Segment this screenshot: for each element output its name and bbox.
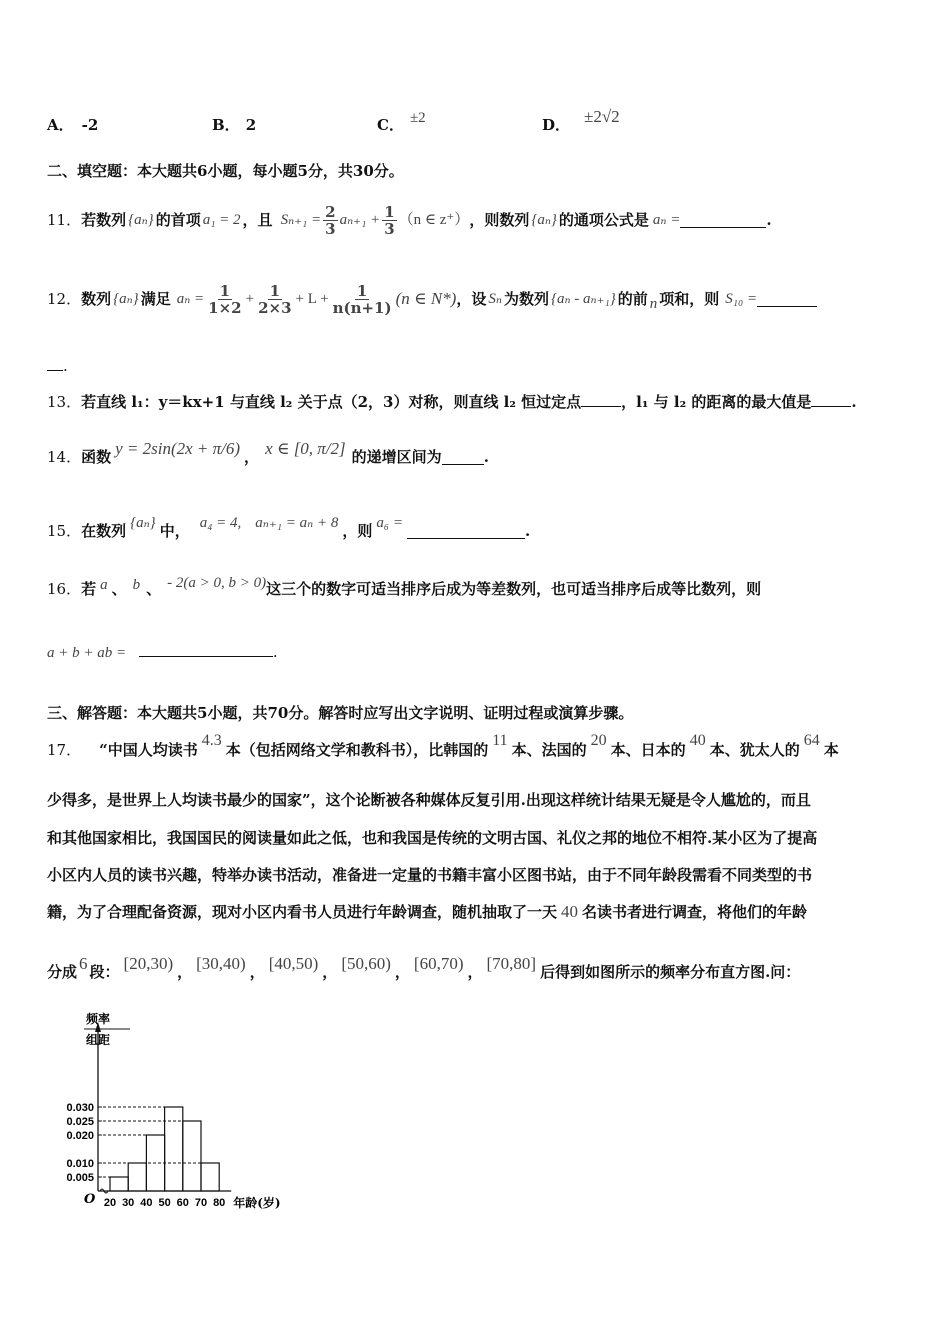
q16-number: 16． [47,580,82,598]
q11-text-4: ，则数列 [469,211,530,229]
q16-text-2: 这三个的数字可适当排序后成为等差数列，也可适当排序后成等比数列，则 [266,580,762,598]
q11-frac-2-den: 3 [384,219,395,238]
q17-value-7: 6 [79,954,88,973]
y-tick-label: 0.005 [66,1172,94,1184]
q16-a: a [100,577,108,593]
origin-label: O [84,1192,96,1207]
q11-text-1: 若数列 [81,211,127,229]
q14-function: y = 2sin(2x + π/6) [115,439,241,458]
q17-value-4: 40 [689,732,706,749]
frequency-histogram [40,1008,340,1238]
q12-frac-3-den: n(n+1) [332,298,392,317]
option-a-label: A． [47,116,74,134]
q11-frac-1 [323,204,337,237]
q12-frac-3 [331,283,394,316]
q13-text: 若直线 l₁：y＝kx+1 与直线 l₂ 关于点（2，3）对称，则直线 l₂ 恒过定点 [81,393,582,411]
q12-dots: + L + [295,291,329,307]
x-axis-label: 年龄(岁) [233,1196,281,1210]
q15-text-2: 中， [159,522,190,540]
x-tick-label: 20 [103,1197,117,1209]
histogram-bar [110,1177,128,1191]
question-11: 11． 若数列 {aₙ} 的首项 a₁ = 2 ，且 Sₙ₊₁ = $\frac{2}{3}$ aₙ₊₁ + $\frac{1}{3}$ （n ∈ z⁺） ，则数列 {aₙ} 的通项公式是 aₙ = . [47,202,772,238]
q14-answer-blank[interactable] [442,450,484,465]
q16-expr: a + b + ab = [47,645,127,661]
q17-value-1: 4.3 [201,732,222,749]
y-axis-label-bottom: 组距 [86,1033,111,1047]
q15-answer-blank[interactable] [407,524,525,539]
option-b-value: 2 [245,116,257,134]
histogram-bar [183,1121,201,1191]
option-c-value: ±2 [409,110,426,126]
q14-text-1: 函数 [81,448,112,466]
option-d-label: D． [542,116,571,134]
q12-text-6: 项和，则 [659,290,720,308]
question-17-line-4: 小区内人员的读书兴趣，特举办读书活动，准备进一定量的书籍丰富小区图书站，由于不同年龄段需看不同类型的书 [47,866,813,884]
q12-frac-1 [206,283,243,316]
q17-text-1a: “中国人均读书 [99,741,198,759]
q17-text-1b: 本（包括网络文学和教科书），比韩国的 [225,741,489,759]
x-tick-label: 30 [122,1197,135,1209]
question-17-line-1 [47,732,839,761]
q15-a6: a₆ = [376,515,403,531]
x-tick-label: 60 [176,1197,189,1209]
q12-frac-2-num: 1 [269,281,281,300]
q17-comma-3: ， [322,963,338,981]
q12-seq: {aₙ} [113,291,139,307]
y-axis-label-top: 频率 [86,1012,111,1026]
q12-frac-2 [256,283,293,316]
q12-seq-2: {aₙ - aₙ₊₁} [550,291,616,307]
x-tick-label: 70 [194,1197,208,1209]
q11-text-3: ，且 [242,211,273,229]
histogram-bar [165,1107,183,1191]
q15-cond-2: aₙ₊₁ = aₙ + 8 [255,515,339,531]
question-12: 12． 数列 {aₙ} 满足 aₙ = $\frac{1}{1\times 2}$ + $\frac{1}{2\times 3}$ + L + $\frac{1}{n(n+1)}$ (n ∈ N*) ，设 Sₙ 为数列 {aₙ - aₙ₊₁} 的前 n 项和，则 S₁₀ = [47,276,817,322]
q11-mid: aₙ₊₁ + [339,212,381,228]
q17-text-1c: 本、法国的 [511,741,587,759]
section-2-heading: 二、填空题：本大题共6小题，每小题5分，共30分。 [47,162,404,180]
q17-interval-1: [20,30) [123,954,174,973]
q17-value-3: 20 [590,732,607,749]
q14-domain: x ∈ [0, π/2] [265,439,346,458]
q13-text-2: ，l₁ 与 l₂ 的距离的最大值是 [621,393,812,411]
q16-sep-2: 、 [146,580,162,598]
q13-blank-1[interactable] [581,392,621,407]
q11-number: 11． [47,211,82,229]
q12-frac-1-num: 1 [219,281,231,300]
y-tick-label: 0.020 [66,1130,94,1142]
q13-number: 13． [47,393,82,411]
q12-text-3: ，设 [456,290,487,308]
option-a-value: -2 [81,116,99,134]
q17-interval-2: [30,40) [196,954,246,973]
q16-expression: a + b + ab = . [47,643,278,661]
q17-comma-4: ， [394,963,410,981]
q17-text-1d: 本、日本的 [610,741,686,759]
q17-interval-6: [70,80] [486,954,537,973]
option-c [377,110,426,136]
q11-seq-2: {aₙ} [531,212,557,228]
q12-condition: (n ∈ N*) [395,289,457,308]
q12-answer-blank-cont: . [47,356,68,376]
q12-text-5: 的前 [617,290,648,308]
q12-n: n [649,296,658,312]
q17-value-6: 40 [561,902,579,921]
q12-text-2: 满足 [140,290,171,308]
q11-text-5: 的通项公式是 [558,211,649,229]
q15-seq: {aₙ} [130,515,156,531]
q11-condition: （n ∈ z⁺） [398,212,470,228]
y-tick-label: 0.010 [66,1158,94,1170]
q14-text-2: ， [244,448,260,466]
option-c-label: C． [377,116,404,134]
histogram-bar [201,1163,219,1191]
q11-frac-2 [382,204,396,237]
q16-text-1: 若 [81,580,97,598]
q17-interval-3: [40,50) [268,954,319,973]
question-13: 13．若直线 l₁：y＝kx+1 与直线 l₂ 关于点（2，3）对称，则直线 l₂ 恒过定点 ，l₁ 与 l₂ 的距离的最大值是 . [47,393,857,411]
q11-frac-2-num: 1 [384,202,395,221]
question-14: 14． 函数 y = 2sin(2x + π/6) ， x ∈ [0, π/2] 的递增区间为 . [47,439,489,466]
q15-number: 15． [47,522,82,540]
q12-frac-2-den: 2×3 [258,298,292,317]
y-tick-label: 0.030 [66,1102,94,1114]
option-d-value: ±2√2 [584,107,620,126]
q15-text-3: ，则 [342,522,373,540]
q11-an: aₙ = [652,212,681,228]
q16-b: b [132,577,141,593]
q12-answer-blank[interactable] [757,292,817,307]
question-17-line-5 [47,902,807,922]
q11-lhs: Sₙ₊₁ = [280,212,322,228]
q17-number: 17． [47,741,82,759]
section-3-heading: 三、解答题：本大题共5小题，共70分。解答时应写出文字说明、证明过程或演算步骤。 [47,704,634,722]
q12-text-4: 为数列 [503,290,549,308]
option-b-label: B． [212,116,240,134]
q12-frac-3-num: 1 [356,281,368,300]
q16-sep-1: 、 [111,580,127,598]
q17-interval-5: [60,70) [413,954,464,973]
q14-text-3: 的递增区间为 [351,448,442,466]
q12-an: aₙ = [176,291,205,307]
x-tick-label: 40 [140,1197,153,1209]
q17-text-5a: 籍，为了合理配备资源，现对小区内看书人员进行年龄调查，随机抽取了一天 [47,903,558,921]
q17-comma-2: ， [249,963,265,981]
q17-text-1f: 本 [823,741,839,759]
q12-frac-1-den: 1×2 [208,298,242,317]
q12-number: 12． [47,290,82,308]
question-17-line-2: 少得多，是世界上人均读书最少的国家”，这个论断被各种媒体反复引用.出现这样统计结果无疑是令人尴尬的，而且 [47,791,811,809]
q17-comma-5: ， [467,963,483,981]
q17-text-6c: 后得到如图所示的频率分布直方图.问： [540,963,801,981]
q11-text-2: 的首项 [155,211,201,229]
q17-text-6a: 分成 [47,963,78,981]
option-a [47,115,98,135]
option-b [212,115,256,135]
x-tick-label: 80 [213,1197,226,1209]
q16-c: - 2(a > 0, b > 0) [167,575,267,591]
q17-value-2: 11 [492,732,508,749]
x-tick-label: 50 [158,1197,171,1209]
q11-seq: {aₙ} [128,212,154,228]
option-d [542,107,620,135]
q17-text-5b: 名读书者进行调查，将他们的年龄 [582,903,808,921]
q15-text-1: 在数列 [81,522,127,540]
q17-text-6b: 段： [89,963,120,981]
q14-number: 14． [47,448,82,466]
question-16 [47,572,761,606]
q16-answer-blank[interactable] [139,642,273,657]
q12-text-1: 数列 [81,290,112,308]
q11-first-term: a₁ = 2 [202,212,241,228]
q15-cond-1: a₄ = 4, [199,515,242,531]
q17-value-5: 64 [803,732,820,749]
q11-frac-1-num: 2 [325,202,336,221]
q12-s10: S₁₀ = [725,291,758,307]
q13-blank-2[interactable] [811,392,851,407]
question-15: 15． 在数列 {aₙ} 中， a₄ = 4, aₙ₊₁ = aₙ + 8 ，则 a₆ = . [47,515,531,540]
histogram-bars [98,1107,219,1191]
q11-answer-blank[interactable] [680,213,766,228]
q17-text-1e: 本、犹太人的 [709,741,800,759]
q11-frac-1-den: 3 [325,219,336,238]
question-17-line-6 [47,954,801,982]
q12-sn: Sₙ [488,291,502,307]
q17-interval-4: [50,60) [341,954,391,973]
y-tick-label: 0.025 [66,1116,94,1128]
q17-comma-1: ， [177,963,193,981]
question-17-line-3: 和其他国家相比，我国国民的阅读量如此之低，也和我国是传统的文明古国、礼仪之邦的地位不相符.某小区为了提高 [47,829,818,847]
histogram-bar [128,1163,146,1191]
